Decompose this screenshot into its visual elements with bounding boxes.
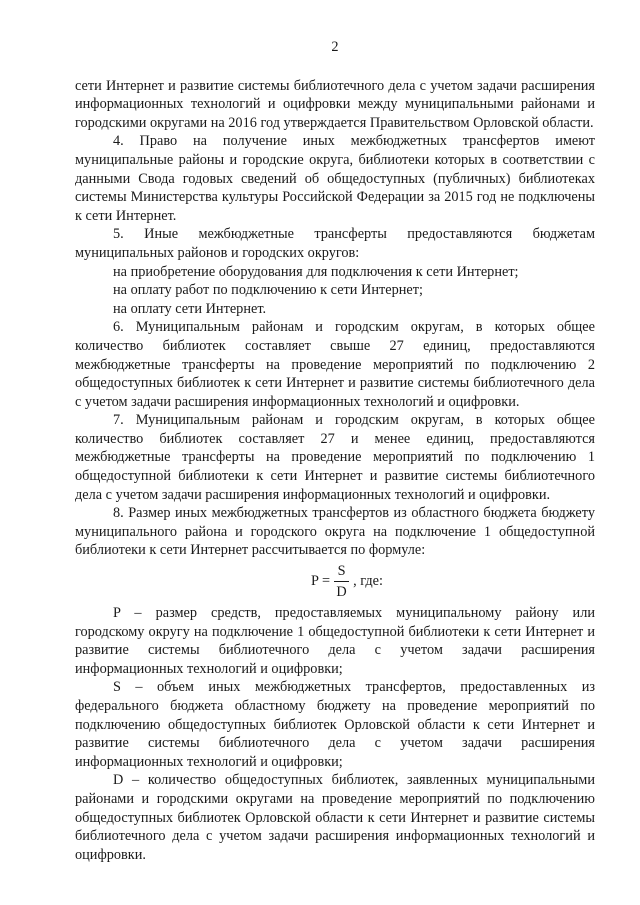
paragraph-continuation: сети Интернет и развитие системы библиотечного дела с учетом задачи расширения информационных технологий и оцифровки между муниципальными районами и городскими округами на 2016 год утверждается Правительством Орловской области. (75, 77, 595, 131)
paragraph-7: 7. Муниципальным районам и городским округам, в которых общее количество библиотек составляет 27 и менее единиц, предоставляются межбюджетные трансферты на проведение мероприятий по подключению 1 общедоступной библиотеки к сети Интернет и развитие системы библиотечного дела с учетом задачи расширения информационных технологий и оцифровки. (75, 412, 595, 503)
paragraph-5-item-equipment: на приобретение оборудования для подключения к сети Интернет; (113, 263, 519, 280)
formula-suffix: , где: (353, 573, 383, 590)
document-page (75, 38, 595, 864)
paragraph-5-item-works: на оплату работ по подключению к сети Интернет; (113, 282, 423, 299)
paragraph-5: 5. Иные межбюджетные трансферты предоставляются бюджетам муниципальных районов и городских округов: (75, 226, 595, 261)
formula-lhs: P = (311, 573, 331, 590)
formula-fraction (334, 563, 349, 600)
paragraph-8: 8. Размер иных межбюджетных трансфертов из областного бюджета бюджету муниципального района и городского округа на подключение 1 общедоступной библиотеки к сети Интернет рассчитывается по формуле: (75, 505, 595, 559)
formula-denominator: D (336, 584, 347, 601)
page-number: 2 (331, 39, 339, 55)
definition-d: D – количество общедоступных библиотек, заявленных муниципальными районами и городскими округами на проведение мероприятий по подключению общедоступных библиотек Орловской области к сети Интернет и развитие системы библиотечного дела с учетом задачи расширения информационных технологий и оцифровки. (75, 772, 595, 863)
formula-numerator: S (337, 563, 346, 580)
definition-s: S – объем иных межбюджетных трансфертов, предоставленных из федерального бюджета областному бюджету на проведение мероприятий по подключению общедоступных библиотек Орловской области к сети Интернет и развитие системы библиотечного дела с учетом задачи расширения информационных технологий и оцифровки; (75, 679, 595, 770)
formula (75, 563, 595, 600)
paragraph-4: 4. Право на получение иных межбюджетных трансфертов имеют муниципальные районы и городские округа, библиотеки которых в соответствии с данными Свода годовых сведений об общедоступных (публичных) библиотеках системы Министерства культуры Российской Федерации за 2015 год не подключены к сети Интернет. (75, 133, 595, 224)
fraction-bar (334, 581, 349, 582)
paragraph-6: 6. Муниципальным районам и городским округам, в которых общее количество библиотек составляет свыше 27 единиц, предоставляются межбюджетные трансферты на проведение мероприятий по подключению 2 общедоступных библиотек к сети Интернет и развитие системы библиотечного дела с учетом задачи расширения информационных технологий и оцифровки. (75, 319, 595, 410)
definition-p: P – размер средств, предоставляемых муниципальному району или городскому округу на подключение 1 общедоступной библиотеки к сети Интернет и развитие системы библиотечного дела с учетом задачи расширения информационных технологий и оцифровки; (75, 605, 595, 677)
paragraph-5-item-internet: на оплату сети Интернет. (113, 300, 267, 317)
